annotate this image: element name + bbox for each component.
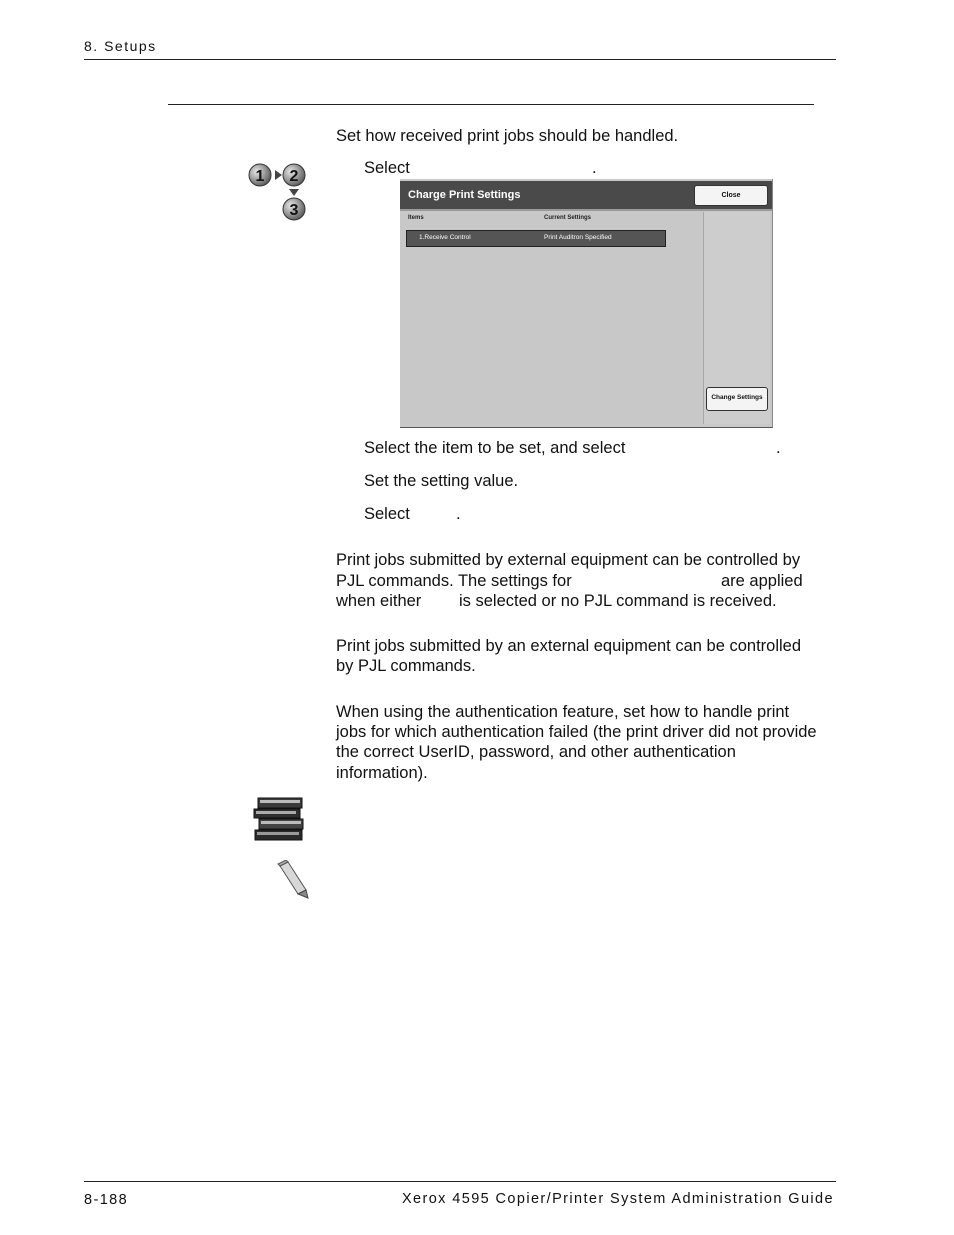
step4-prefix: Select	[364, 505, 410, 523]
screen-title-bar	[400, 181, 772, 211]
para3-line3: the correct UserID, password, and other authentication	[336, 743, 736, 761]
para1-line2a: PJL commands. The settings for	[336, 572, 572, 590]
para1-line3b: is selected or no PJL command is received.	[459, 592, 777, 610]
step1-suffix: .	[592, 159, 597, 177]
items-column-header: Items	[408, 215, 424, 221]
guide-title: Xerox 4595 Copier/Printer System Administration Guide	[401, 1191, 834, 1207]
section-rule	[168, 104, 814, 105]
change-settings-button[interactable]: Change Settings	[706, 387, 768, 411]
para3-line1: When using the authentication feature, set how to handle print	[336, 703, 790, 721]
charge-print-settings-screen	[400, 179, 773, 428]
footer-rule	[84, 1181, 836, 1182]
svg-text:3: 3	[289, 202, 299, 219]
pencil-icon	[274, 860, 310, 900]
row-current-value: Print Auditron Specified	[544, 234, 612, 241]
row-item-label: 1.Receive Control	[419, 234, 471, 241]
svg-text:2: 2	[289, 168, 299, 185]
step2-prefix: Select the item to be set, and select	[364, 439, 626, 457]
para1-line1: Print jobs submitted by external equipment can be controlled by	[336, 551, 801, 569]
current-settings-column-header: Current Settings	[544, 215, 592, 221]
page-number: 8-188	[84, 1192, 129, 1208]
header-rule	[84, 59, 836, 60]
close-button[interactable]: Close	[694, 185, 768, 206]
steps-icon	[246, 158, 312, 224]
step2-suffix: .	[776, 439, 781, 457]
table-row[interactable]	[406, 230, 666, 247]
running-header: 8. Setups	[84, 38, 157, 54]
para3-line2: jobs for which authentication failed (the print driver did not provide	[336, 723, 817, 741]
books-icon	[252, 796, 308, 842]
para3-line4: information).	[336, 764, 428, 782]
para1-line2b: are applied	[721, 572, 803, 590]
step1-prefix: Select	[364, 159, 410, 177]
intro-text: Set how received print jobs should be handled.	[336, 127, 679, 145]
para2-line1: Print jobs submitted by an external equipment can be controlled	[336, 637, 802, 655]
para2-line2: by PJL commands.	[336, 657, 476, 675]
para1-line3a: when either	[336, 592, 422, 610]
step3-text: Set the setting value.	[364, 472, 519, 490]
step4-suffix: .	[456, 505, 461, 523]
screen-title: Charge Print Settings	[408, 189, 521, 201]
svg-text:1: 1	[255, 168, 265, 185]
